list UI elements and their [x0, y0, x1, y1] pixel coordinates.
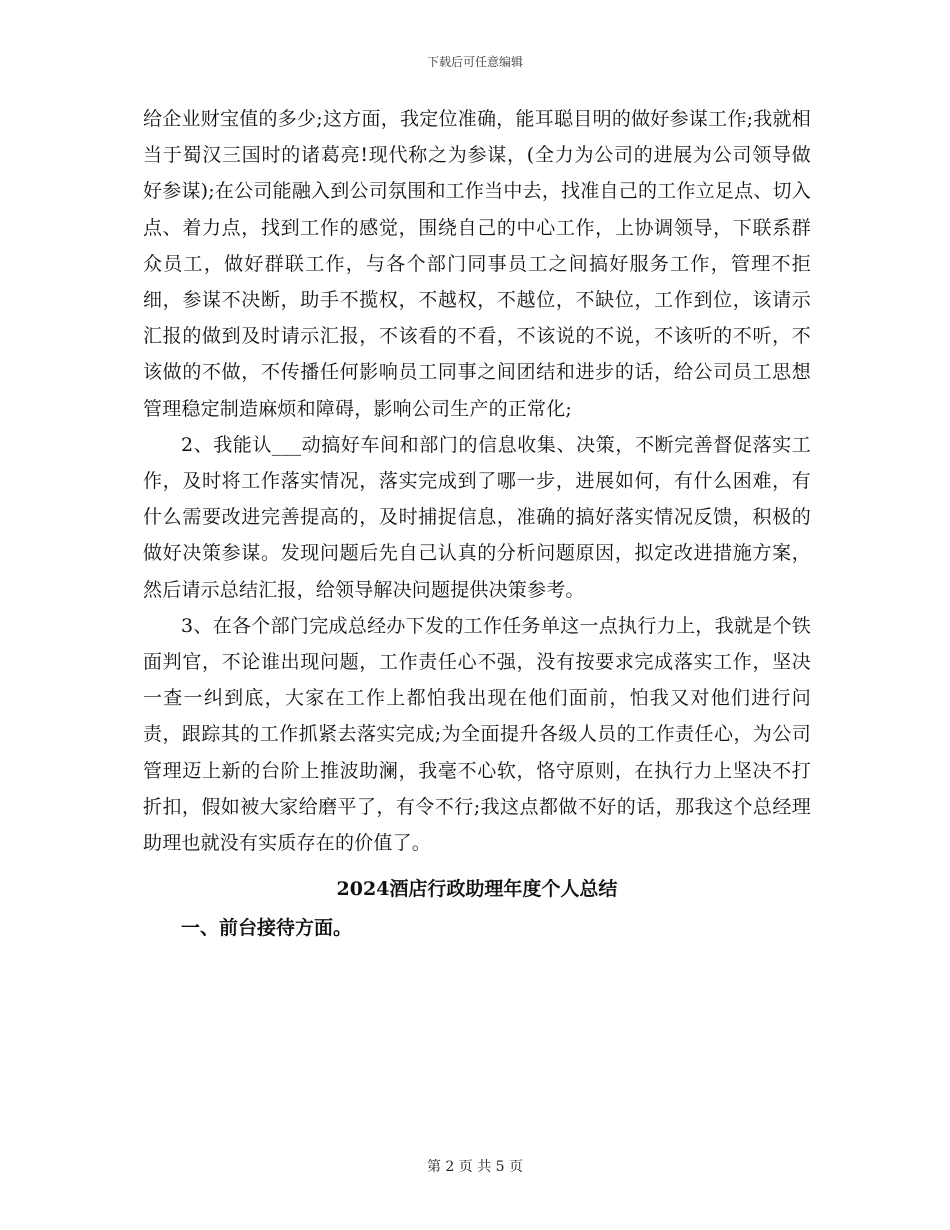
section-title: 2024酒店行政助理年度个人总结 [336, 878, 618, 901]
paragraph-2: 2、我能认___动搞好车间和部门的信息收集、决策，不断完善督促落实工作，及时将工作落实情况，落实完成到了哪一步，进展如何，有什么困难，有什么需要改进完善提高的，及时捕捉信息，准确的搞好落实情况反馈，积极的做好决策参谋。发现问题后先自己认真的分析问题原因，拟定改进措施方案，然后请示总结汇报，给领导解决问题提供决策参考。 [143, 433, 811, 601]
paragraph-3: 3、在各个部门完成总经办下发的工作任务单这一点执行力上，我就是个铁面判官，不论谁出现问题，工作责任心不强，没有按要求完成落实工作，坚决一查一纠到底，大家在工作上都怕我出现在他们面前，怕我又对他们进行问责，跟踪其的工作抓紧去落实完成;为全面提升各级人员的工作责任心，为公司管理迈上新的台阶上推波助澜，我毫不心软，恪守原则，在执行力上坚决不打折扣，假如被大家给磨平了，有令不行;我这点都做不好的话，那我这个总经理助理也就没有实质存在的价值了。 [143, 614, 811, 855]
document-body [143, 101, 811, 946]
page-footer: 第 2 页 共 5 页 [426, 1159, 524, 1175]
subheading: 一、前台接待方面。 [181, 917, 353, 940]
paragraph-1: 给企业财宝值的多少;这方面，我定位准确，能耳聪目明的做好参谋工作;我就相当于蜀汉三国时的诸葛亮!现代称之为参谋，(全力为公司的进展为公司领导做好参谋);在公司能融入到公司氛围和工作当中去，找准自己的工作立足点、切入点、着力点，找到工作的感觉，围绕自己的中心工作，上协调领导，下联系群众员工，做好群联工作，与各个部门同事员工之间搞好服务工作，管理不拒细，参谋不决断，助手不揽权，不越权，不越位，不缺位，工作到位，该请示汇报的做到及时请示汇报，不该看的不看，不该说的不说，不该听的不听，不该做的不做，不传播任何影响员工同事之间团结和进步的话，给公司员工思想管理稳定制造麻烦和障碍，影响公司生产的正常化; [143, 108, 811, 420]
page-header: 下载后可任意编辑 [426, 55, 523, 69]
